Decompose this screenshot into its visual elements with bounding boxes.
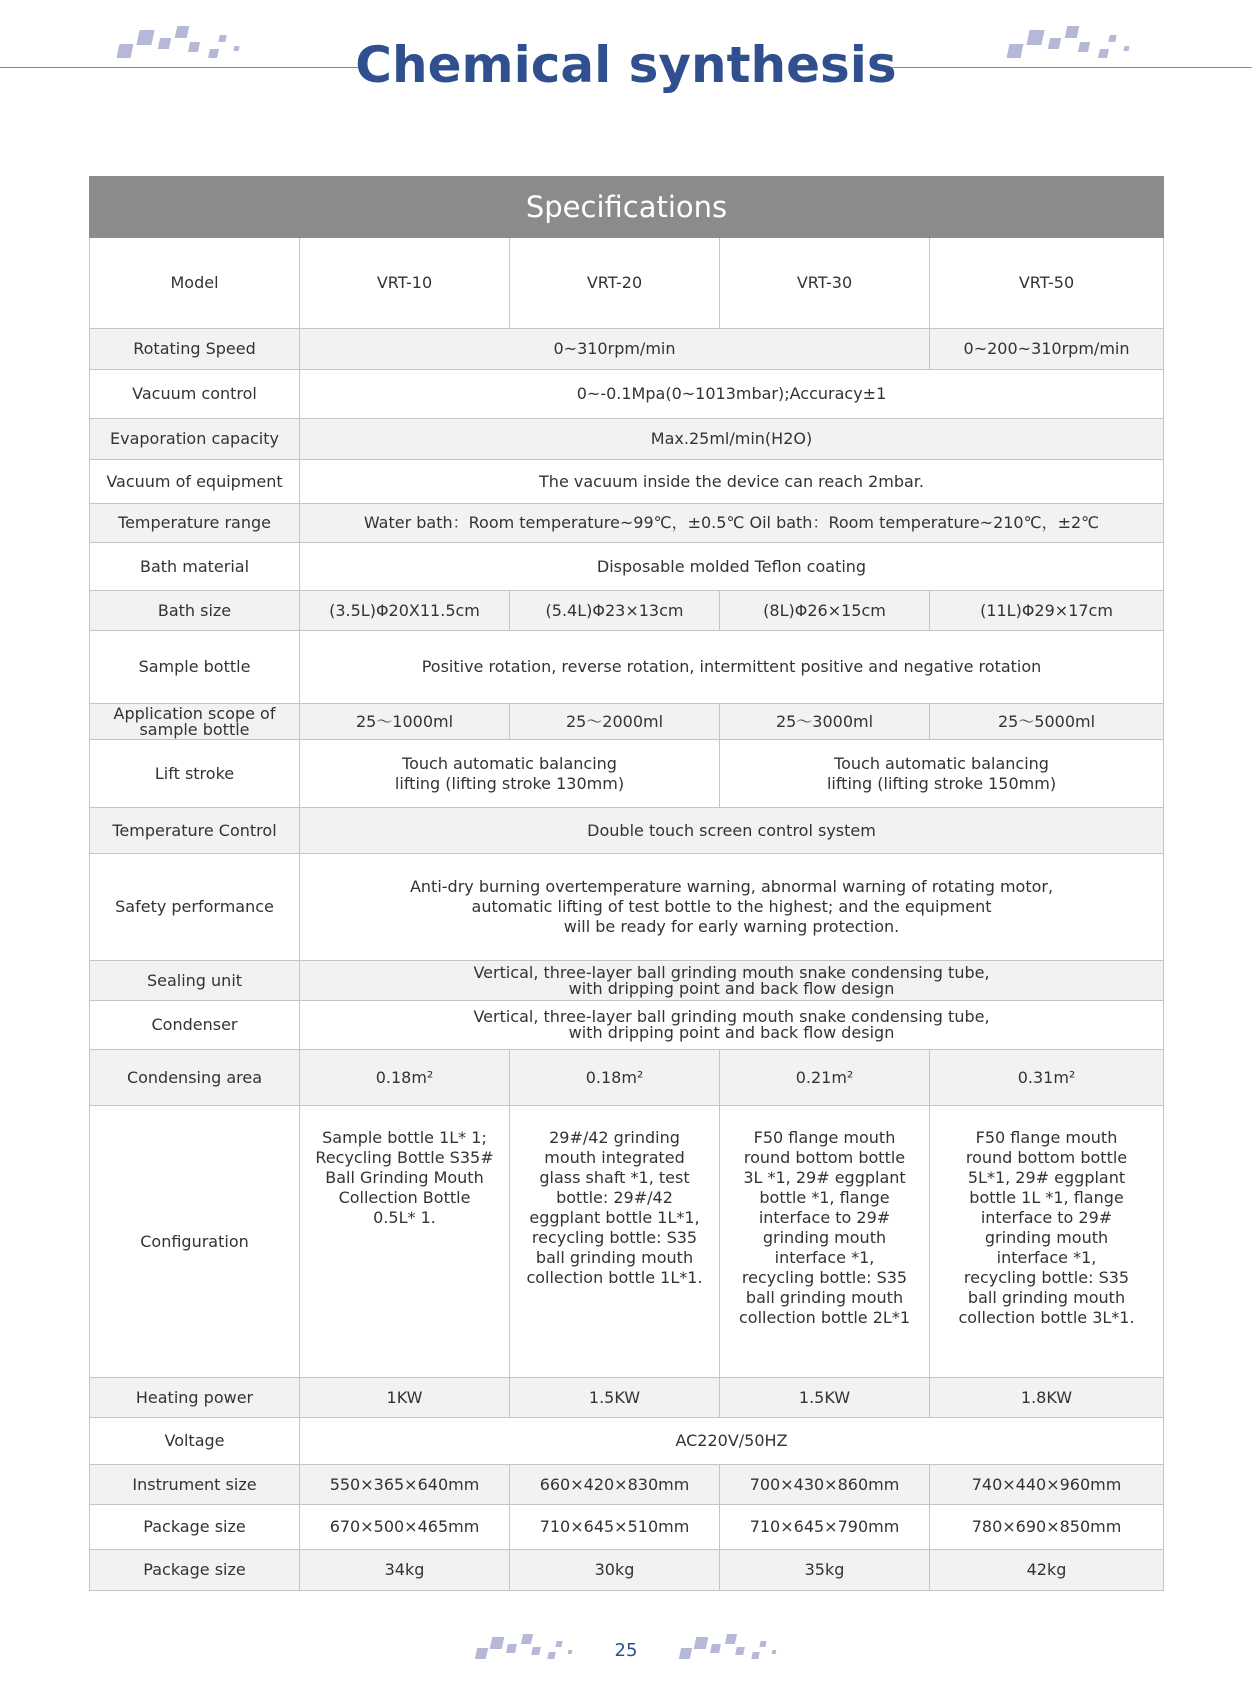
row-label: Sample bottle	[90, 631, 300, 704]
cell-line: 5L*1, 29# eggplant	[967, 1168, 1126, 1187]
cell-line: recycling bottle: S35	[741, 1268, 908, 1287]
cell-line: interface to 29#	[980, 1208, 1113, 1227]
table-cell: 780×690×850mm	[930, 1505, 1164, 1550]
decorative-squares-icon	[678, 1632, 788, 1668]
table-row	[90, 1001, 1164, 1050]
cell-line: Touch automatic balancing	[834, 753, 1049, 773]
table-row	[90, 419, 1164, 460]
row-label: Voltage	[90, 1418, 300, 1465]
table-row	[90, 238, 1164, 329]
table-cell	[300, 1106, 510, 1378]
cell-line: automatic lifting of test bottle to the highest; and the equipment	[471, 897, 992, 916]
table-cell	[300, 1001, 1164, 1050]
table-cell: Max.25ml/min(H2O)	[300, 419, 1164, 460]
table-cell: 25～2000ml	[510, 704, 720, 740]
table-cell: 710×645×790mm	[720, 1505, 930, 1550]
table-row	[90, 591, 1164, 631]
row-label: Rotating Speed	[90, 329, 300, 370]
row-label: Package size	[90, 1550, 300, 1591]
table-cell	[720, 1106, 930, 1378]
table-cell: 1KW	[300, 1378, 510, 1418]
cell-line: Anti-dry burning overtemperature warning, abnormal warning of rotating motor,	[409, 877, 1054, 896]
table-cell: Disposable molded Teflon coating	[300, 543, 1164, 591]
cell-line: lifting (lifting stroke 150mm)	[826, 773, 1057, 793]
table-cell: 670×500×465mm	[300, 1505, 510, 1550]
table-cell: 0~-0.1Mpa(0~1013mbar);Accuracy±1	[300, 370, 1164, 419]
table-cell: 35kg	[720, 1550, 930, 1591]
row-label: Condenser	[90, 1001, 300, 1050]
row-label: Model	[90, 238, 300, 329]
table-cell	[510, 1106, 720, 1378]
row-label: Temperature Control	[90, 808, 300, 854]
cell-line: Touch automatic balancing	[402, 753, 617, 773]
cell-line: collection bottle 3L*1.	[958, 1308, 1135, 1327]
cell-line: ball grinding mouth	[745, 1288, 904, 1307]
table-cell	[930, 1106, 1164, 1378]
cell-line: lifting (lifting stroke 130mm)	[394, 773, 625, 793]
table-cell: 25～3000ml	[720, 704, 930, 740]
cell-line: bottle *1, flange	[759, 1188, 890, 1207]
table-row	[90, 1378, 1164, 1418]
table-cell: 0~310rpm/min	[300, 329, 930, 370]
cell-line: grinding mouth	[984, 1228, 1109, 1247]
cell-line: 29#/42 grinding	[549, 1128, 680, 1147]
table-cell: (3.5L)Φ20X11.5cm	[300, 591, 510, 631]
table-row	[90, 1106, 1164, 1378]
table-cell: VRT-20	[510, 238, 720, 329]
table-row	[90, 631, 1164, 704]
table-cell: 550×365×640mm	[300, 1465, 510, 1505]
row-label: Condensing area	[90, 1050, 300, 1106]
table-cell: Positive rotation, reverse rotation, intermittent positive and negative rotation	[300, 631, 1164, 704]
cell-line: Collection Bottle	[338, 1188, 471, 1207]
table-cell: 0.31m²	[930, 1050, 1164, 1106]
decorative-squares-icon	[474, 1632, 584, 1668]
cell-line: bottle: 29#/42	[556, 1188, 673, 1207]
cell-line: round bottom bottle	[965, 1148, 1128, 1167]
cell-line: with dripping point and back flow design	[568, 1023, 895, 1042]
table-cell: 0.18m²	[510, 1050, 720, 1106]
table-cell: 700×430×860mm	[720, 1465, 930, 1505]
table-header-row	[90, 177, 1164, 238]
cell-line: interface to 29#	[758, 1208, 891, 1227]
row-label: Bath size	[90, 591, 300, 631]
row-label: Bath material	[90, 543, 300, 591]
table-row	[90, 543, 1164, 591]
table-cell: 34kg	[300, 1550, 510, 1591]
table-row	[90, 740, 1164, 808]
table-row	[90, 961, 1164, 1001]
table-cell	[720, 740, 1164, 808]
cell-line: recycling bottle: S35	[963, 1268, 1130, 1287]
table-cell: (11L)Φ29×17cm	[930, 591, 1164, 631]
table-cell: 1.5KW	[510, 1378, 720, 1418]
cell-line: recycling bottle: S35	[531, 1228, 698, 1247]
row-label: Configuration	[90, 1106, 300, 1378]
table-cell: 0.18m²	[300, 1050, 510, 1106]
cell-line: with dripping point and back flow design	[568, 978, 895, 998]
row-label: Sealing unit	[90, 961, 300, 1001]
table-row	[90, 1550, 1164, 1591]
table-row	[90, 1505, 1164, 1550]
cell-line: Vertical, three-layer ball grinding mouth snake condensing tube,	[473, 1007, 990, 1026]
cell-line: Ball Grinding Mouth	[325, 1168, 484, 1187]
cell-line: eggplant bottle 1L*1,	[529, 1208, 700, 1227]
cell-line: F50 flange mouth	[975, 1128, 1118, 1147]
table-cell: (8L)Φ26×15cm	[720, 591, 930, 631]
table-row	[90, 1418, 1164, 1465]
table-cell: 1.8KW	[930, 1378, 1164, 1418]
row-label: Evaporation capacity	[90, 419, 300, 460]
cell-line: interface *1,	[774, 1248, 875, 1267]
row-label: Lift stroke	[90, 740, 300, 808]
table-row	[90, 460, 1164, 504]
table-row	[90, 329, 1164, 370]
cell-line: Recycling Bottle S35#	[315, 1148, 494, 1167]
page-number: 25	[614, 1640, 638, 1661]
row-label: Vacuum control	[90, 370, 300, 419]
table-cell	[300, 961, 1164, 1001]
row-label: Vacuum of equipment	[90, 460, 300, 504]
table-cell	[300, 854, 1164, 961]
cell-line: collection bottle 2L*1	[739, 1308, 910, 1327]
table-cell	[300, 740, 720, 808]
cell-line: will be ready for early warning protection.	[563, 917, 900, 936]
table-cell: The vacuum inside the device can reach 2mbar.	[300, 460, 1164, 504]
table-cell: 0~200~310rpm/min	[930, 329, 1164, 370]
table-cell: 42kg	[930, 1550, 1164, 1591]
cell-line: round bottom bottle	[743, 1148, 906, 1167]
table-row	[90, 504, 1164, 543]
cell-line: ball grinding mouth	[535, 1248, 694, 1267]
table-cell: 30kg	[510, 1550, 720, 1591]
table-cell: 25～1000ml	[300, 704, 510, 740]
cell-line: 0.5L* 1.	[373, 1208, 436, 1227]
row-label: Package size	[90, 1505, 300, 1550]
cell-line: collection bottle 1L*1.	[526, 1268, 703, 1287]
row-label: Temperature range	[90, 504, 300, 543]
table-cell: 0.21m²	[720, 1050, 930, 1106]
table-cell: VRT-30	[720, 238, 930, 329]
row-label-line: Application scope of	[113, 703, 276, 723]
row-label: Instrument size	[90, 1465, 300, 1505]
table-cell: AC220V/50HZ	[300, 1418, 1164, 1465]
table-cell: 740×440×960mm	[930, 1465, 1164, 1505]
table-cell: 1.5KW	[720, 1378, 930, 1418]
page-title: Chemical synthesis	[355, 36, 897, 94]
cell-line: Vertical, three-layer ball grinding mouth snake condensing tube,	[473, 962, 990, 982]
table-row	[90, 1050, 1164, 1106]
table-row	[90, 1465, 1164, 1505]
row-label: Safety performance	[90, 854, 300, 961]
table-row	[90, 370, 1164, 419]
cell-line: F50 flange mouth	[753, 1128, 896, 1147]
table-row	[90, 854, 1164, 961]
table-cell: VRT-10	[300, 238, 510, 329]
table-cell: 710×645×510mm	[510, 1505, 720, 1550]
table-cell: VRT-50	[930, 238, 1164, 329]
table-cell: (5.4L)Φ23×13cm	[510, 591, 720, 631]
cell-line: ball grinding mouth	[967, 1288, 1126, 1307]
table-cell: Double touch screen control system	[300, 808, 1164, 854]
table-cell: 25～5000ml	[930, 704, 1164, 740]
row-label-line: sample bottle	[139, 719, 250, 739]
row-label: Heating power	[90, 1378, 300, 1418]
table-cell: 660×420×830mm	[510, 1465, 720, 1505]
cell-line: bottle 1L *1, flange	[969, 1188, 1124, 1207]
table-cell: Water bath：Room temperature~99℃，±0.5℃ Oil bath：Room temperature~210℃，±2℃	[300, 504, 1164, 543]
table-row	[90, 704, 1164, 740]
cell-line: 3L *1, 29# eggplant	[743, 1168, 906, 1187]
cell-line: grinding mouth	[762, 1228, 887, 1247]
specifications-table	[89, 176, 1164, 1591]
table-heading: Specifications	[90, 177, 1164, 238]
row-label	[90, 704, 300, 740]
cell-line: mouth integrated	[544, 1148, 685, 1167]
table-row	[90, 808, 1164, 854]
cell-line: interface *1,	[996, 1248, 1097, 1267]
cell-line: Sample bottle 1L* 1;	[322, 1128, 487, 1147]
cell-line: glass shaft *1, test	[539, 1168, 690, 1187]
